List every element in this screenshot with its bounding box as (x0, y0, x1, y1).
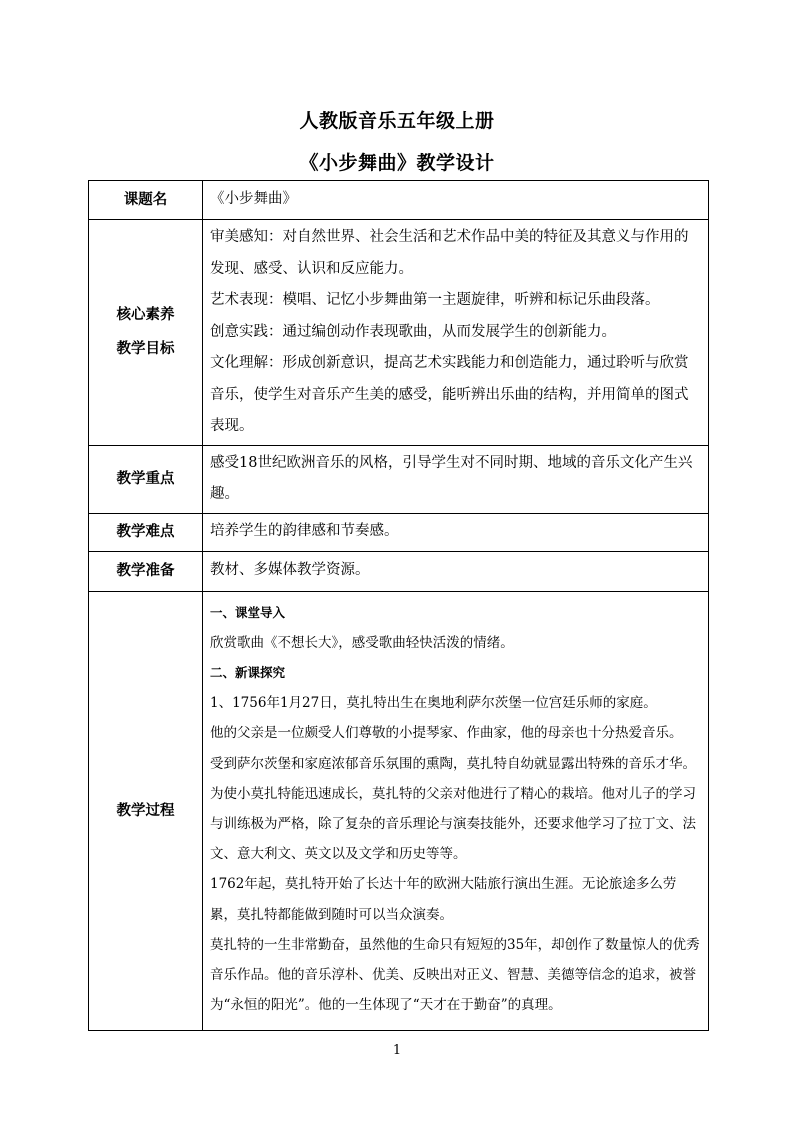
label-goals (89, 220, 203, 446)
lesson-plan-table (88, 180, 709, 1031)
value-goals (203, 220, 709, 446)
row-goals (89, 220, 709, 446)
value-difficulties: 培养学生的韵律感和节奏感。 (203, 513, 709, 551)
value-process (203, 591, 709, 1030)
process-paragraph: 为使小莫扎特能迅速成长，莫扎特的父亲对他进行了精心的栽培。他对儿子的学习与训练极为严格，除了复杂的音乐理论与演奏技能外，还要求他学习了拉丁文、法文、意大利文、英文以及文学和历史等等。 (210, 785, 696, 863)
value-topic: 《小步舞曲》 (203, 181, 709, 220)
label-goals-line2: 教学目标 (116, 341, 175, 358)
row-topic (89, 181, 709, 220)
process-paragraph: 他的父亲是一位颇受人们尊敬的小提琴家、作曲家，他的母亲也十分热爱音乐。 (210, 725, 683, 742)
label-goals-line1: 核心素养 (116, 307, 175, 324)
goal-expression: 艺术表现：模唱、记忆小步舞曲第一主题旋律，听辨和标记乐曲段落。 (210, 292, 660, 308)
process-paragraph: 1762年起，莫扎特开始了长达十年的欧洲大陆旅行演出生涯。无论旅途多么劳累，莫扎特都能做到随时可以当众演奏。 (210, 876, 677, 923)
row-difficulties (89, 513, 709, 551)
process-paragraph: 莫扎特的一生非常勤奋，虽然他的生命只有短短的35年，却创作了数量惊人的优秀音乐作品。他的音乐淳朴、优美、反映出对正义、智慧、美德等信念的追求，被誉为“永恒的阳光”。他的一生体现了“天才在于勤奋”的真理。 (210, 936, 700, 1014)
label-difficulties: 教学难点 (89, 513, 203, 551)
label-process: 教学过程 (89, 591, 203, 1030)
process-heading-intro: 一、课堂导入 (210, 604, 286, 620)
process-paragraph: 1、1756年1月27日，莫扎特出生在奥地利萨尔茨堡一位宫廷乐师的家庭。 (210, 695, 657, 712)
label-preparation: 教学准备 (89, 551, 203, 591)
label-key-points: 教学重点 (89, 445, 203, 513)
row-key-points (89, 445, 709, 513)
value-key-points: 感受18世纪欧洲音乐的风格，引导学生对不同时期、地域的音乐文化产生兴趣。 (203, 445, 709, 513)
document-subtitle: 《小步舞曲》教学设计 (299, 152, 495, 174)
label-topic: 课题名 (89, 181, 203, 220)
goal-cultural: 文化理解：形成创新意识，提高艺术实践能力和创造能力，通过聆听与欣赏音乐，使学生对音乐产生美的感受，能听辨出乐曲的结构，并用简单的图式表现。 (210, 355, 689, 434)
page-number: 1 (392, 1043, 402, 1058)
process-paragraph: 受到萨尔茨堡和家庭浓郁音乐氛围的熏陶，莫扎特自幼就显露出特殊的音乐才华。 (210, 755, 696, 772)
value-preparation: 教材、多媒体教学资源。 (203, 551, 709, 591)
row-preparation (89, 551, 709, 591)
process-heading-explore: 二、新课探究 (210, 664, 286, 680)
goal-aesthetic: 审美感知：对自然世界、社会生活和艺术作品中美的特征及其意义与作用的发现、感受、认识和反应能力。 (210, 229, 689, 277)
process-intro-text: 欣赏歌曲《不想长大》，感受歌曲轻快活泼的情绪。 (210, 634, 514, 651)
goal-creative: 创意实践：通过编创动作表现歌曲，从而发展学生的创新能力。 (210, 323, 616, 340)
row-process (89, 591, 709, 1030)
document-title: 人教版音乐五年级上册 (299, 110, 495, 132)
